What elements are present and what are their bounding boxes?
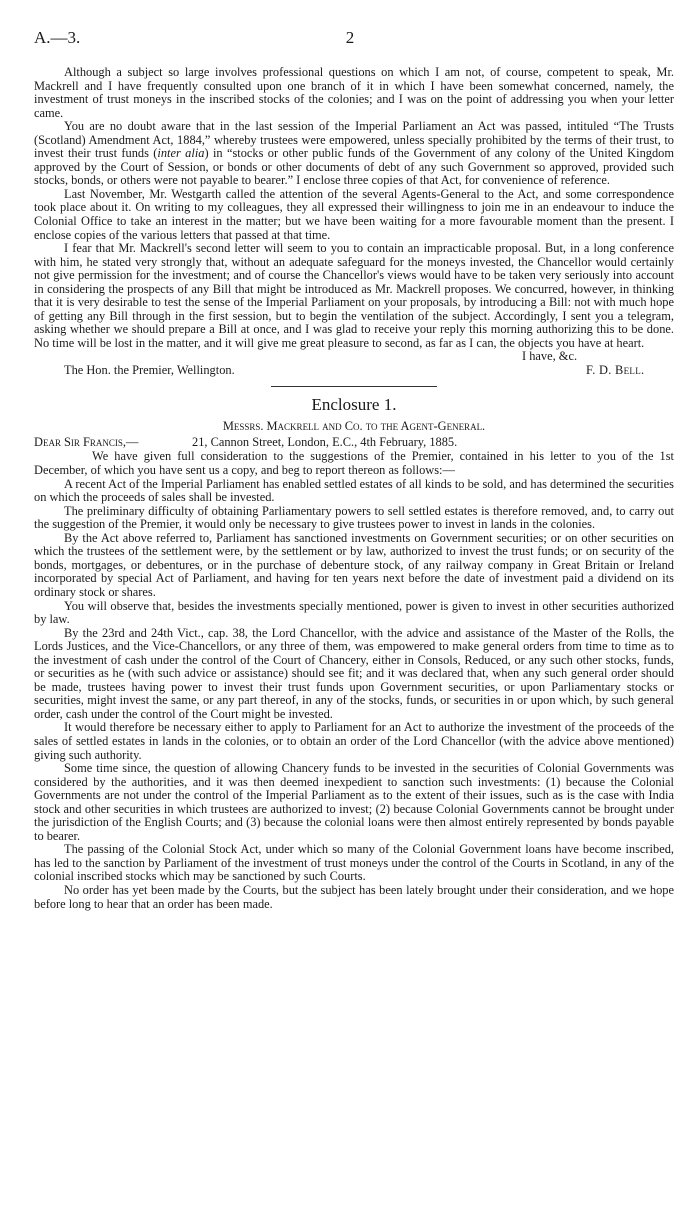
recipient: The Hon. the Premier, Wellington. (64, 363, 235, 378)
letter-paragraph: I fear that Mr. Mackrell's second letter will seem to you to contain an impracticable proposal. But, in a long conference with him, he stated very strongly that, without an adequate safeguard for the moneys invested, the Chancellor would certainly not give permission for the investment; and of course the Chancellor's views would have to be taken very seriously into account in considering the prospects of any Bill that might be introduced as Mr. Mackrell proposes. We concurred, however, in thinking that it is very desirable to test the sense of the Imperial Parliament on your proposals, by introducing a Bill: not with much hope of getting any Bill through in the first session, but to begin the ventilation of the subject. Accordingly, I sent you a telegram, asking whether we should prepare a Bill at once, and I was glad to receive your reply this morning authorizing this to be done. No time will be lost in the matter, and it will give me great pleasure to second, as far as I can, the objects you have at heart. (34, 241, 674, 350)
enclosure-paragraph: We have given full consideration to the suggestions of the Premier, contained in his letter to you of the 1st December, of which you have sent us a copy, and beg to report thereon as follows:— (34, 449, 674, 478)
address-date: 21, Cannon Street, London, E.C., 4th February, 1885. (192, 435, 458, 450)
enclosure-paragraph: A recent Act of the Imperial Parliament has enabled settled estates of all kinds to be sold, and has determined the securities on which the proceeds of sales shall be invested. (34, 476, 674, 505)
salutation-line (34, 436, 674, 450)
enclosure-paragraph: By the 23rd and 24th Vict., cap. 38, the Lord Chancellor, with the advice and assistance of the Master of the Rolls, the Lords Justices, and the Vice-Chancellors, or any three of them, was empowered to make general orders from time to time as to the investment of cash under the control of the Court of Chancery, either in Consols, Reduced, or any such other stocks, funds, or securities as he (with such advice or assistance) should see fit; and it was declared that, when any such general order should be made, trustees having power to invest their trust funds upon Government securities, or upon Parliamentary stocks or securities, might invest the same, or any part thereof, in any of the stocks, funds, or securities in or upon which, by such general order, cash under the control of the Court might be invested. (34, 625, 674, 721)
letter-paragraph-trusts-act: You are no doubt aware that in the last session of the Imperial Parliament an Act was passed, intituled “The Trusts (Scotland) Amendment Act, 1884,” whereby trustees were empowered, unless specially prohibited by the terms of their trust, to invest their trust funds (inter alia) in “stocks or other public funds of the Government of any colony of the United Kingdom approved by the Court of Session, or bonds or other documents of debt of any such Government so approved, provided such stocks, bonds, or others were not payable to bearer.” I enclose three copies of that Act, for convenience of reference. (34, 119, 674, 188)
salutation: Dear Sir Francis,— (34, 435, 139, 450)
document-reference: A.—3. (34, 28, 81, 47)
page-number: 2 (345, 28, 355, 47)
enclosure-paragraph: By the Act above referred to, Parliament has sanctioned investments on Government securities; or on other securities on which the trustees of the settlement were, by the settlement or by law, authorized to invest the trust funds; or on security of the bonds, mortgages, or debentures, or in the purchase of debenture stock, of any railway company in Great Britain or Ireland incorporated by special Act of Parliament, and having for ten years next before the date of investment paid a dividend on its ordinary stock or shares. (34, 530, 674, 599)
letter-closing (34, 350, 674, 364)
enclosure-paragraph: The preliminary difficulty of obtaining Parliamentary powers to sell settled estates is therefore removed, and, to carry out the suggestion of the Premier, it would only be necessary to give trustees power to invest in lands in the colonies. (34, 503, 674, 532)
letter-signature-line (34, 364, 674, 378)
enclosure-paragraph: The passing of the Colonial Stock Act, under which so many of the Colonial Government loans have become inscribed, has led to the sanction by Parliament of the investment of trust moneys under the control of the Courts in Scotland, in any of the colonial inscribed stocks which may be sanctioned by such Courts. (34, 842, 674, 884)
enclosure-paragraph: Some time since, the question of allowing Chancery funds to be invested in the securities of Colonial Governments was considered by the authorities, and it was then deemed inexpedient to sanction such investments: (1) because the Colonial Governments are not under the control of the Imperial Parliament as to the extent of their issues, such as is the case with India stock and other securities in which trustees are authorized to invest; (2) because Colonial Governments cannot be brought under the jurisdiction of the English Courts; and (3) because the colonial loans were then almost entirely represented by bonds payable to bearer. (34, 761, 674, 843)
section-divider (271, 386, 437, 387)
enclosure-subtitle: Messrs. Mackrell and Co. to the Agent-General. (222, 419, 486, 434)
enclosure-paragraph: You will observe that, besides the investments specially mentioned, power is given to invest in other securities authorized by law. (34, 598, 674, 627)
signature: F. D. Bell. (586, 363, 645, 378)
enclosure-title: Enclosure 1. (311, 395, 397, 415)
page-header (34, 28, 666, 50)
letter-paragraph: Last November, Mr. Westgarth called the attention of the several Agents-General to the Act, and some correspondence took place about it. On writing to my colleagues, they all expressed their willingness to join me in an endeavour to induce the Colonial Office to take an interest in the matter; but we have been waiting for a more favourable moment than the present. I enclose copies of the various letters that passed at that time. (34, 186, 674, 242)
enclosure-paragraph: It would therefore be necessary either to apply to Parliament for an Act to authorize the investment of the proceeds of the sales of settled estates in lands in the colonies, or to obtain an order of the Lord Chancellor (with the advice above mentioned) giving such authority. (34, 720, 674, 762)
page-body (34, 66, 674, 911)
enclosure-paragraph: No order has yet been made by the Courts, but the subject has been lately brought under their consideration, and we hope before long to hear that an order has been made. (34, 882, 674, 911)
letter-paragraph: Although a subject so large involves professional questions on which I am not, of course, competent to speak, Mr. Mackrell and I have frequently consulted upon one branch of it in which I have been somewhat concerned, namely, the investment of trust moneys in the inscribed stocks of the colonies; and I was on the point of addressing you when your letter came. (34, 65, 674, 120)
closing-phrase: I have, &c. (522, 349, 578, 364)
